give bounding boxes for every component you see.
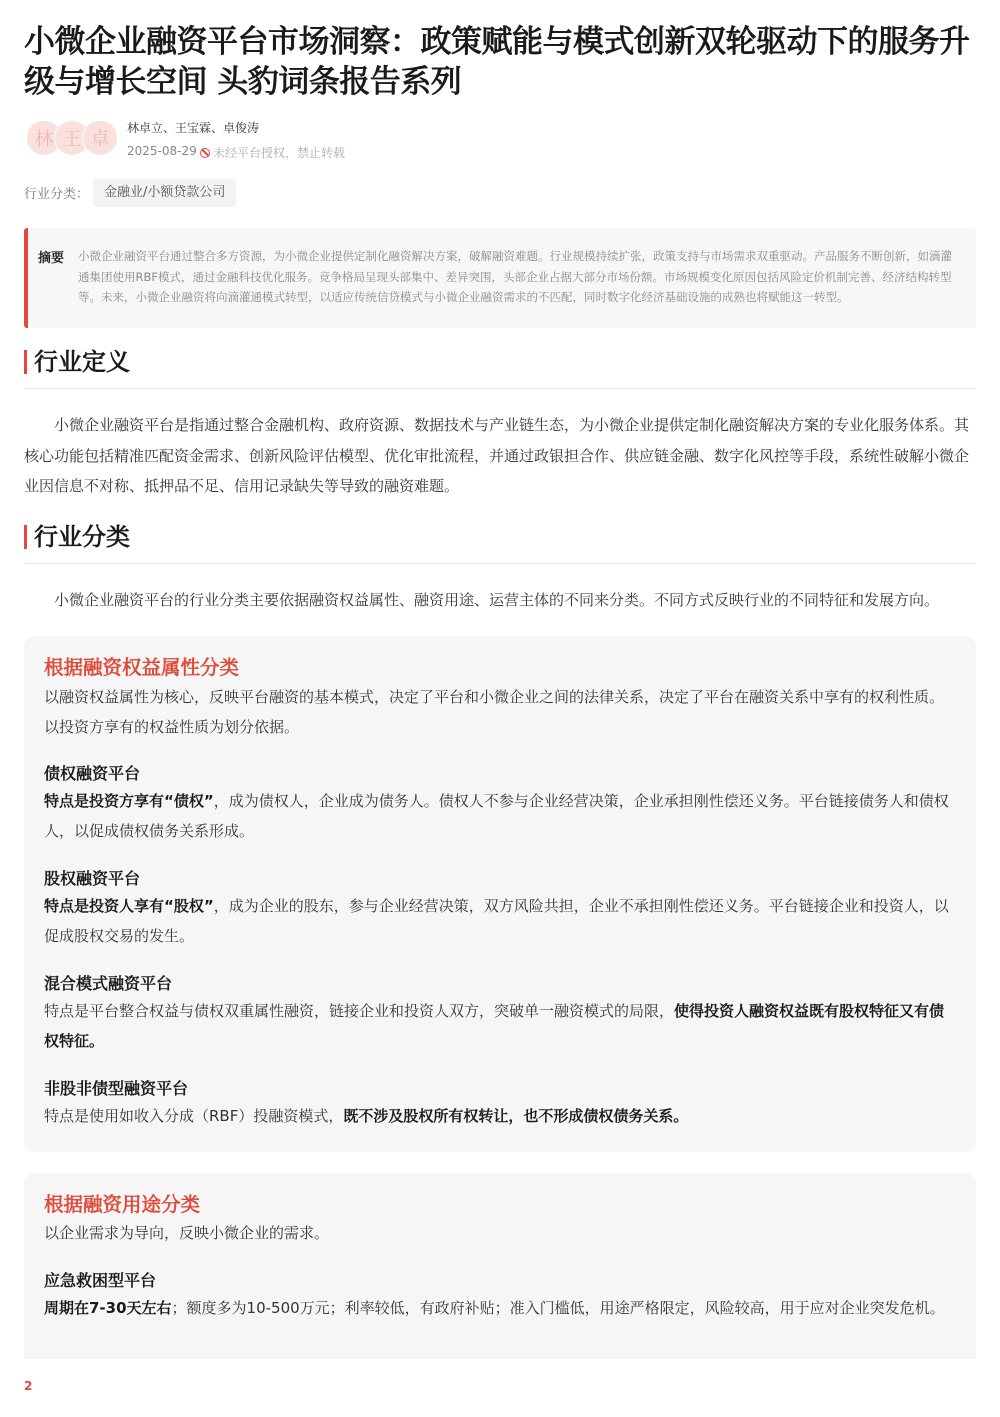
industry-label: 行业分类：: [24, 187, 90, 202]
page-number: 2: [24, 1379, 33, 1393]
category-description: 周期在7-30天左右；额度多为10-500万元；利率较低，有政府补贴；准入门槛低，用途严格限定，风险较高，用于应对企业突发危机。: [44, 1299, 945, 1317]
heading-accent-bar: [24, 525, 27, 549]
publish-date: 2025-08-29: [127, 144, 197, 158]
definition-paragraph: 小微企业融资平台是指通过整合金融机构、政府资源、数据技术与产业链生态，为小微企业提供定制化融资解决方案的专业化服务体系。其核心功能包括精准匹配资金需求、创新风险评估模型、优化审批流程，并通过政银担合作、供应链金融、数字化风控等手段，系统性破解小微企业因信息不对称、抵押品不足、信用记录缺失等导致的融资难题。: [24, 416, 970, 495]
copyright-notice: [200, 144, 345, 161]
prohibited-icon: [200, 148, 210, 158]
category-description: 特点是投资方享有“债权”，成为债权人，企业成为债务人。债权人不参与企业经营决策，企业承担刚性偿还义务。平台链接债务人和债权人，以促成债权债务关系形成。: [44, 792, 949, 840]
card-title: 根据融资用途分类: [44, 1193, 201, 1216]
classification-intro: 小微企业融资平台的行业分类主要依据融资权益属性、融资用途、运营主体的不同来分类。不同方式反映行业的不同特征和发展方向。: [54, 591, 940, 609]
avatar: 卓: [82, 120, 118, 156]
category-description: 特点是使用如收入分成（RBF）投融资模式，既不涉及股权所有权转让，也不形成债权债务关系。: [44, 1107, 689, 1125]
heading-accent-bar: [24, 350, 27, 374]
section-heading-definition: [24, 343, 976, 389]
avatar: 林: [26, 120, 62, 156]
category-name: 混合模式融资平台: [44, 974, 173, 993]
category-name: 股权融资平台: [44, 869, 141, 888]
classification-card-equity-attribute: [24, 636, 976, 1152]
abstract-label: 摘要: [38, 251, 65, 266]
abstract-box: [24, 228, 976, 328]
abstract-text: 小微企业融资平台通过整合多方资源，为小微企业提供定制化融资解决方案，破解融资难题。行业规模持续扩张，政策支持与市场需求双重驱动。产品服务不断创新，如滴灌通集团使用RBF模式，通过金融科技优化服务。竞争格局呈现头部集中、差异突围，头部企业占据大部分市场份额。市场规模变化原因包括风险定价机制完善、经济结构转型等。未来，小微企业融资将向滴灌通模式转型，以适应传统信贷模式与小微企业融资需求的不匹配，同时数字化经济基础设施的成熟也将赋能这一转型。: [78, 249, 952, 304]
author-avatars: [26, 120, 118, 156]
copyright-text: 未经平台授权，禁止转载: [213, 146, 346, 160]
card-title: 根据融资权益属性分类: [44, 656, 240, 679]
section-heading-text: 行业分类: [34, 523, 130, 551]
category-name: 债权融资平台: [44, 764, 141, 783]
author-names: 林卓立、王宝霖、卓俊涛: [127, 121, 260, 135]
card-intro: 以企业需求为导向，反映小微企业的需求。: [44, 1224, 330, 1242]
category-name: 应急救困型平台: [44, 1271, 157, 1290]
category-name: 非股非债型融资平台: [44, 1079, 189, 1098]
industry-tag[interactable]: 金融业/小额贷款公司: [93, 179, 236, 207]
section-heading-text: 行业定义: [34, 348, 130, 376]
card-intro: 以融资权益属性为核心，反映平台融资的基本模式，决定了平台和小微企业之间的法律关系，决定了平台在融资关系中享有的权利性质。以投资方享有的权益性质为划分依据。: [44, 688, 945, 736]
category-description: 特点是投资人享有“股权”，成为企业的股东，参与企业经营决策，双方风险共担，企业不承担刚性偿还义务。平台链接企业和投资人，以促成股权交易的发生。: [44, 897, 949, 945]
section-heading-classification: [24, 518, 976, 564]
report-title: 小微企业融资平台市场洞察：政策赋能与模式创新双轮驱动下的服务升级与增长空间 头豹词条报告系列: [24, 24, 970, 100]
category-description: 特点是平台整合权益与债权双重属性融资，链接企业和投资人双方，突破单一融资模式的局限，使得投资人融资权益既有股权特征又有债权特征。: [44, 1002, 945, 1050]
avatar: 王: [54, 120, 90, 156]
classification-card-usage: [24, 1173, 976, 1359]
